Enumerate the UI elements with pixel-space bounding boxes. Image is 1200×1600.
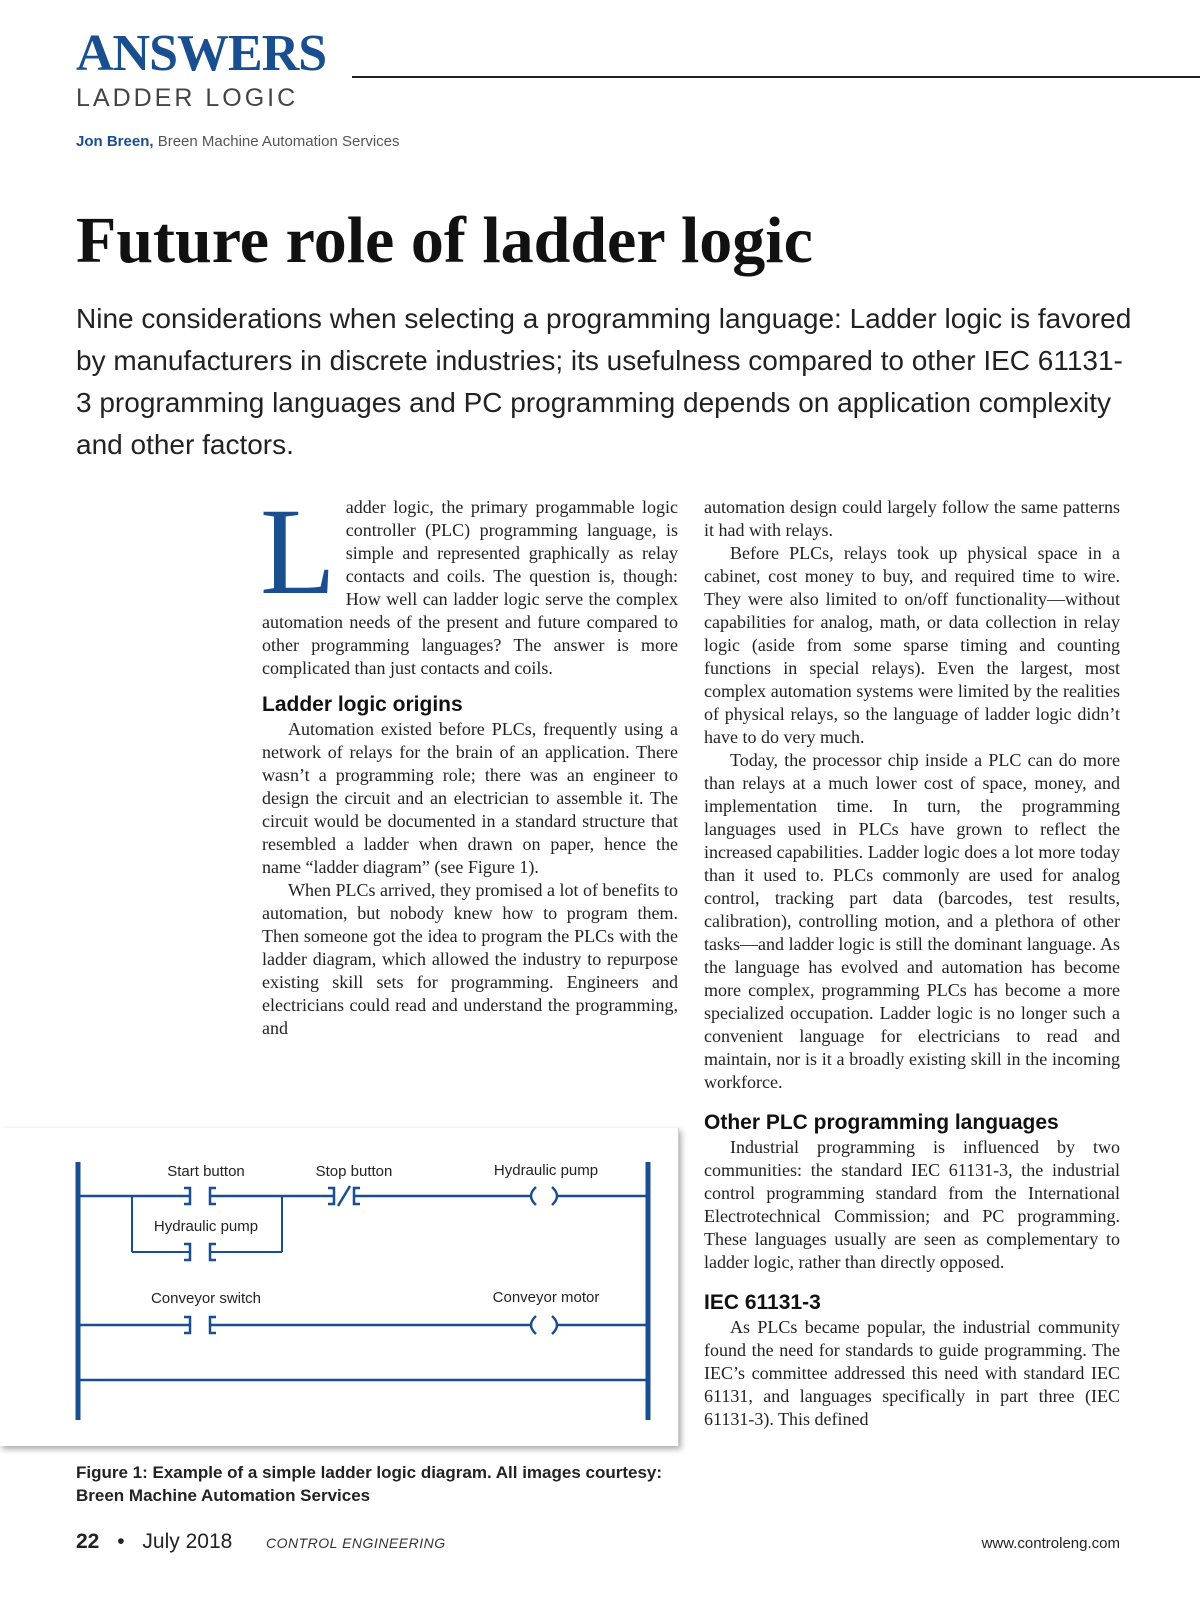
conveyor-motor-coil bbox=[531, 1316, 557, 1334]
article-deck: Nine considerations when selecting a programming language: Ladder logic is favored by manufacturers in discrete industries; its usefulness compared to other IEC 61131-3 programming languages and PC programming depends on application complexity and other factors. bbox=[76, 303, 1132, 460]
ladder-diagram-svg bbox=[0, 1128, 678, 1446]
header-rule bbox=[352, 76, 1200, 78]
paragraph: Today, the processor chip inside a PLC can do more than relays at a much lower cost of space, money, and implementation time. In turn, the programming languages used in PLCs have grown to reflect the increased capabilities. Ladder logic does a lot more today than it used to. PLCs commonly are used for analog control, tracking part data (barcodes, test results, calibration), controlling motion, and a plethora of other tasks—and ladder logic is still the dominant language. As the language has evolved and automation has become more complex, programming PLCs has become a more specialized occupation. Ladder logic is no longer such a convenient language for electricians to read and maintain, nor is it a broadly existing skill in the incoming workforce. bbox=[704, 750, 1120, 1092]
label-stop-button: Stop button bbox=[315, 1163, 393, 1180]
figure-caption: Figure 1: Example of a simple ladder logic diagram. All images courtesy: Breen Machine Automation Services bbox=[76, 1463, 663, 1505]
paragraph: Before PLCs, relays took up physical space in a cabinet, cost money to buy, and required time to wire. They were also limited to on/off functionality—without capabilities for analog, math, or data collection in relay logic (aside from some sparse timing and counting functions in special relays). Even the largest, most complex automation systems were limited by the realities of physical relays, so the language of ladder logic didn’t have to do very much. bbox=[704, 543, 1120, 747]
article-column-1 bbox=[260, 483, 678, 1040]
drop-cap: L bbox=[260, 483, 336, 620]
start-button-contact bbox=[184, 1188, 216, 1204]
hydraulic-pump-contact bbox=[184, 1244, 216, 1260]
footer-bullet: • bbox=[117, 1530, 125, 1553]
label-start-button: Start button bbox=[167, 1163, 245, 1180]
page-number: 22 bbox=[76, 1530, 100, 1553]
heading-ladder-logic-origins: Ladder logic origins bbox=[262, 693, 463, 716]
paragraph: When PLCs arrived, they promised a lot of benefits to automation, but nobody knew how to program them. Then someone got the idea to program the PLCs with the ladder diagram, which allowed the industry to repurpose existing skill sets for programming. Engineers and electricians could read and understand the programming, and bbox=[262, 880, 678, 1038]
heading-iec-61131-3: IEC 61131-3 bbox=[704, 1291, 821, 1314]
label-hydraulic-pump-contact: Hydraulic pump bbox=[153, 1218, 259, 1235]
paragraph: Automation existed before PLCs, frequently using a network of relays for the brain of an application. There wasn’t a programming role; there was an engineer to design the circuit and an electrician to assemble it. The circuit would be documented in a standard structure that resembled a ladder when drawn on paper, hence the name “ladder diagram” (see Figure 1). bbox=[262, 719, 678, 877]
article-headline: Future role of ladder logic bbox=[76, 204, 813, 277]
conveyor-switch-contact bbox=[184, 1317, 216, 1333]
paragraph: automation design could largely follow the same patterns it had with relays. bbox=[704, 497, 1120, 540]
article-column-2 bbox=[704, 496, 1120, 1431]
publication-name: CONTROL ENGINEERING bbox=[266, 1535, 446, 1551]
footer-page-info bbox=[76, 1530, 232, 1554]
paragraph: As PLCs became popular, the industrial community found the need for standards to guide programming. The IEC’s committee addressed this need with standard IEC 61131, and languages specifically in part three (IEC 61131-3). This defined bbox=[704, 1317, 1120, 1429]
section-title: ANSWERS bbox=[76, 25, 327, 82]
label-conveyor-motor: Conveyor motor bbox=[492, 1289, 600, 1306]
heading-other-plc-languages: Other PLC programming languages bbox=[704, 1111, 1059, 1134]
website-url: www.controleng.com bbox=[981, 1535, 1120, 1552]
section-subtitle: LADDER LOGIC bbox=[76, 84, 299, 112]
author-affiliation: Breen Machine Automation Services bbox=[157, 133, 400, 150]
intro-text: adder logic, the primary progammable logic controller (PLC) programming language, is simple and represented graphically as relay contacts and coils. The question is, though: How well can ladder logic serve the complex automation needs of the present and future compared to other programming languages? The answer is more complicated than just contacts and coils. bbox=[262, 497, 678, 678]
author-name: Jon Breen, bbox=[76, 133, 154, 150]
hydraulic-pump-coil bbox=[531, 1187, 557, 1205]
label-conveyor-switch: Conveyor switch bbox=[150, 1290, 262, 1307]
paragraph: Industrial programming is influenced by two communities: the standard IEC 61131-3, the industrial control programming standard from the International Electrotechnical Commission; and PC programming. These languages usually are seen as complementary to ladder logic, rather than directly opposed. bbox=[704, 1137, 1120, 1272]
intro-paragraph bbox=[260, 483, 678, 680]
figure-ladder-diagram bbox=[0, 1128, 679, 1446]
label-hydraulic-pump-coil: Hydraulic pump bbox=[493, 1162, 599, 1179]
stop-button-contact bbox=[328, 1186, 360, 1206]
issue-date: July 2018 bbox=[142, 1530, 233, 1553]
byline bbox=[76, 133, 400, 150]
